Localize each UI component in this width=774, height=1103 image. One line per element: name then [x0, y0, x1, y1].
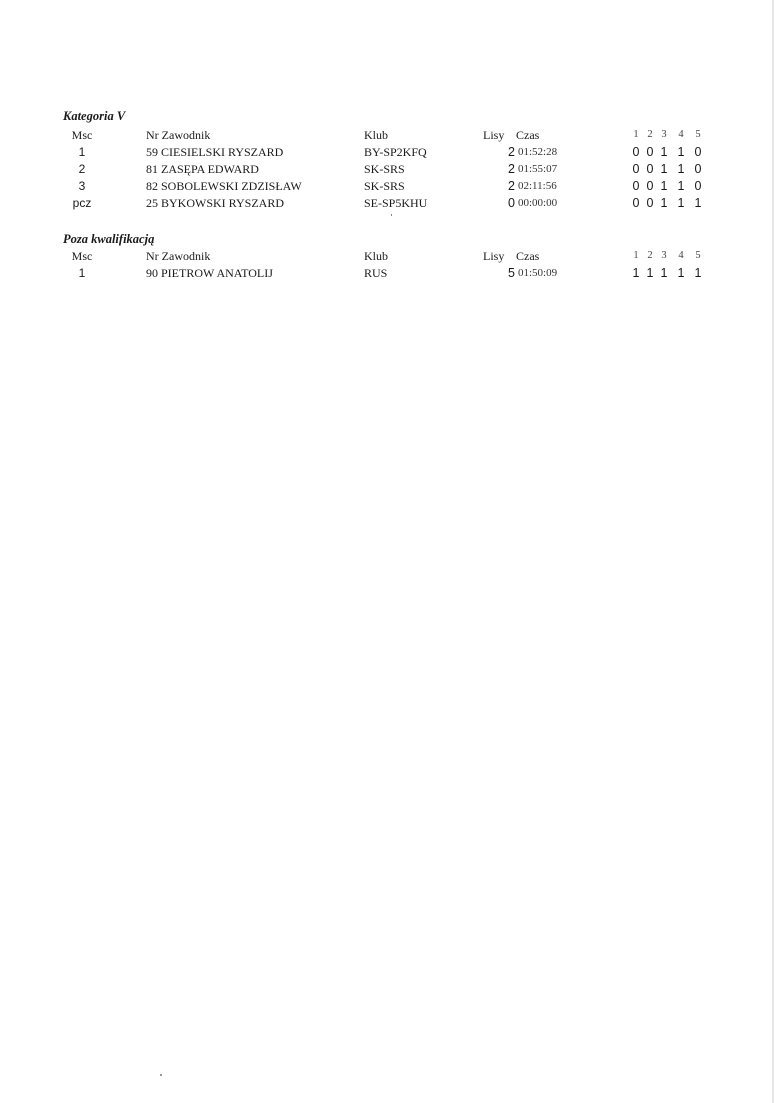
header-lisy: Lisy	[483, 128, 505, 142]
cell-point: 0	[646, 179, 654, 193]
header-point-3: 3	[661, 250, 667, 261]
cell-point: 0	[646, 196, 654, 210]
scan-speck	[391, 214, 392, 216]
cell-czas: 01:55:07	[518, 163, 558, 175]
cell-point: 1	[677, 179, 685, 193]
header-point-4: 4	[678, 250, 684, 261]
header-point-1: 1	[633, 129, 639, 140]
cell-point: 0	[632, 145, 640, 159]
cell-msc: pcz	[72, 196, 92, 210]
header-klub: Klub	[364, 128, 388, 142]
cell-lisy: 2	[508, 179, 515, 193]
table-row	[0, 195, 774, 211]
cell-klub: SK-SRS	[364, 179, 405, 193]
cell-klub: SK-SRS	[364, 162, 405, 176]
header-point-1: 1	[633, 250, 639, 261]
cell-czas: 00:00:00	[518, 197, 558, 209]
cell-point: 1	[677, 196, 685, 210]
cell-point: 1	[660, 196, 668, 210]
table-row	[0, 265, 774, 281]
cell-point: 0	[632, 179, 640, 193]
cell-czas: 01:52:28	[518, 146, 558, 158]
cell-point: 0	[646, 145, 654, 159]
header-msc: Msc	[71, 128, 93, 142]
header-czas: Czas	[516, 128, 540, 142]
scan-speck	[160, 1074, 162, 1076]
cell-point: 1	[660, 162, 668, 176]
cell-nr-zawodnik: 90 PIETROW ANATOLIJ	[146, 266, 273, 280]
cell-nr-zawodnik: 81 ZASĘPA EDWARD	[146, 162, 259, 176]
cell-point: 1	[660, 145, 668, 159]
cell-point: 1	[677, 266, 685, 280]
cell-klub: RUS	[364, 266, 388, 280]
cell-msc: 3	[78, 179, 86, 193]
cell-lisy: 5	[508, 266, 515, 280]
cell-point: 0	[694, 145, 702, 159]
section-title: Kategoria V	[63, 109, 126, 123]
cell-point: 1	[694, 266, 702, 280]
header-points	[630, 127, 710, 143]
cell-nr-zawodnik: 82 SOBOLEWSKI ZDZISŁAW	[146, 179, 302, 193]
section-title: Poza kwalifikacją	[63, 232, 155, 246]
cell-points	[630, 161, 710, 177]
cell-msc: 2	[78, 162, 86, 176]
cell-point: 1	[694, 196, 702, 210]
cell-points	[630, 265, 710, 281]
header-point-4: 4	[678, 129, 684, 140]
header-nr-zawodnik: Nr Zawodnik	[146, 128, 211, 142]
header-msc: Msc	[71, 249, 93, 263]
cell-lisy: 2	[508, 162, 515, 176]
cell-point: 1	[646, 266, 654, 280]
cell-point: 1	[632, 266, 640, 280]
cell-point: 0	[694, 162, 702, 176]
cell-lisy: 0	[508, 196, 515, 210]
table-row	[0, 178, 774, 194]
table-header	[0, 248, 774, 264]
cell-czas: 01:50:09	[518, 267, 558, 279]
cell-msc: 1	[78, 145, 86, 159]
cell-nr-zawodnik: 59 CIESIELSKI RYSZARD	[146, 145, 284, 159]
header-point-2: 2	[647, 250, 653, 261]
header-point-5: 5	[695, 250, 701, 261]
cell-klub: SE-SP5KHU	[364, 196, 428, 210]
header-lisy: Lisy	[483, 249, 505, 263]
header-point-3: 3	[661, 129, 667, 140]
header-point-5: 5	[695, 129, 701, 140]
cell-point: 0	[632, 196, 640, 210]
cell-lisy: 2	[508, 145, 515, 159]
table-header	[0, 127, 774, 143]
cell-point: 0	[694, 179, 702, 193]
header-klub: Klub	[364, 249, 388, 263]
cell-point: 1	[677, 162, 685, 176]
cell-points	[630, 144, 710, 160]
cell-klub: BY-SP2KFQ	[364, 145, 427, 159]
cell-points	[630, 195, 710, 211]
cell-point: 1	[660, 266, 668, 280]
cell-point: 1	[677, 145, 685, 159]
cell-point: 0	[632, 162, 640, 176]
cell-points	[630, 178, 710, 194]
cell-czas: 02:11:56	[518, 180, 557, 192]
table-row	[0, 144, 774, 160]
table-row	[0, 161, 774, 177]
cell-point: 0	[646, 162, 654, 176]
cell-point: 1	[660, 179, 668, 193]
header-point-2: 2	[647, 129, 653, 140]
cell-nr-zawodnik: 25 BYKOWSKI RYSZARD	[146, 196, 285, 210]
header-czas: Czas	[516, 249, 540, 263]
header-points	[630, 248, 710, 264]
cell-msc: 1	[78, 266, 86, 280]
header-nr-zawodnik: Nr Zawodnik	[146, 249, 211, 263]
